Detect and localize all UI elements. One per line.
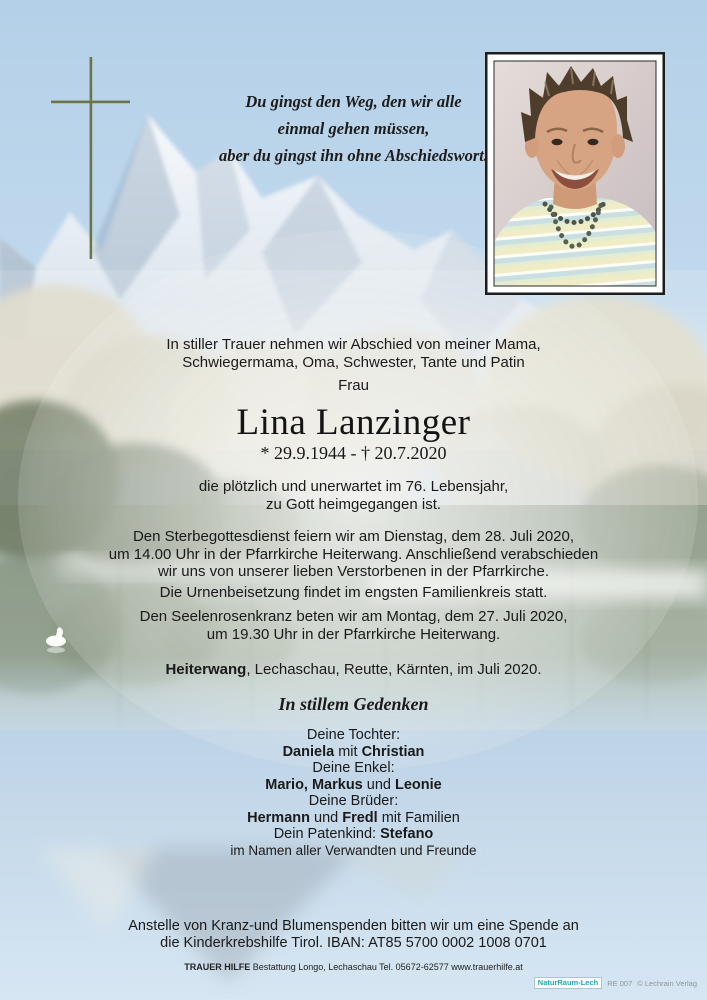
- service-line-3: wir uns von unserer lieben Verstorbenen in der Pfarrkirche.: [157, 563, 550, 580]
- salutation: Frau: [338, 377, 369, 394]
- daughter-label: Deine Tochter:: [306, 727, 401, 743]
- passing-line-2: zu Gott heimgegangen ist.: [265, 495, 442, 513]
- funeral-home-details: Bestattung Longo, Lechaschau Tel. 05672-62577 www.trauerhilfe.at: [250, 962, 523, 972]
- godchild-name: Stefano: [380, 826, 434, 842]
- family-closing: im Namen aller Verwandten und Freunde: [230, 842, 477, 858]
- intro-text: [0, 336, 707, 371]
- brothers-suffix: mit Familien: [377, 809, 460, 826]
- daughter-partner-name: Christian: [361, 743, 425, 760]
- brothers-label: Deine Brüder:: [308, 793, 399, 809]
- grandchildren-names-2: Leonie: [395, 776, 442, 793]
- intro-line-1: In stiller Trauer nehmen wir Abschied von meiner Mama,: [166, 336, 541, 353]
- service-details: [0, 528, 707, 581]
- publisher-ref: RE 007: [607, 978, 633, 988]
- funeral-home-name: TRAUER HILFE: [184, 962, 251, 972]
- rosary-line-2: um 19.30 Uhr in der Pfarrkirche Heiterwang.: [206, 625, 501, 643]
- quote-line-3: aber du gingst ihn ohne Abschiedswort.: [219, 146, 488, 165]
- brother-name-1: Hermann: [247, 809, 310, 826]
- intro-line-2: Schwiegermama, Oma, Schwester, Tante und Patin: [182, 353, 525, 371]
- urn-notice: Die Urnenbeisetzung findet im engsten Familienkreis statt.: [159, 584, 548, 601]
- dateline: [0, 661, 707, 679]
- donation-line-1: Anstelle von Kranz-und Blumenspenden bitten wir um eine Spende an: [128, 918, 579, 934]
- daughter-mid: mit: [334, 743, 362, 760]
- quote-line-1: Du gingst den Weg, den wir alle: [245, 92, 462, 111]
- passing-line-1: die plötzlich und unerwartet im 76. Lebensjahr,: [198, 478, 509, 495]
- publisher-line: [534, 977, 697, 989]
- life-dates: * 29.9.1944 - † 20.7.2020: [260, 443, 447, 463]
- memoriam-line: In stillem Gedenken: [278, 694, 429, 714]
- daughter-name: Daniela: [282, 743, 335, 760]
- passing-text: [0, 478, 707, 513]
- funeral-home-footer: [0, 962, 707, 973]
- brothers-mid: und: [309, 809, 343, 826]
- godchild-line: [0, 826, 707, 843]
- publisher-badge: NaturRaum-Lech: [534, 977, 602, 989]
- service-line-1: Den Sterbegottesdienst feiern wir am Dienstag, dem 28. Juli 2020,: [132, 528, 575, 545]
- donation-notice: [0, 918, 707, 952]
- rosary-details: [0, 608, 707, 643]
- publisher-copyright: © Lechrain Verlag: [637, 978, 697, 988]
- godchild-label: Dein Patenkind:: [273, 826, 381, 842]
- dateline-place: Heiterwang: [165, 661, 247, 678]
- daughter-names: [0, 744, 707, 761]
- grandchildren-names-1: Mario, Markus: [265, 776, 363, 793]
- memorial-quote: [0, 88, 707, 169]
- grandchildren-mid: und: [362, 776, 395, 793]
- brother-name-2: Fredl: [342, 809, 378, 826]
- quote-line-2: einmal gehen müssen,: [277, 119, 430, 138]
- service-line-2: um 14.00 Uhr in der Pfarrkirche Heiterwang. Anschließend verabschieden: [108, 545, 599, 563]
- dateline-rest: , Lechaschau, Reutte, Kärnten, im Juli 2020.: [246, 661, 542, 678]
- grandchildren-names: [0, 777, 707, 794]
- brothers-names: [0, 810, 707, 827]
- grandchildren-label: Deine Enkel:: [312, 760, 395, 776]
- donation-line-2: die Kinderkrebshilfe Tirol. IBAN: AT85 5700 0002 1008 0701: [160, 935, 547, 951]
- striped-sweater: [494, 198, 656, 295]
- family-list: [0, 727, 707, 859]
- deceased-name: Lina Lanzinger: [236, 402, 471, 443]
- rosary-line-1: Den Seelenrosenkranz beten wir am Montag, dem 27. Juli 2020,: [139, 608, 568, 625]
